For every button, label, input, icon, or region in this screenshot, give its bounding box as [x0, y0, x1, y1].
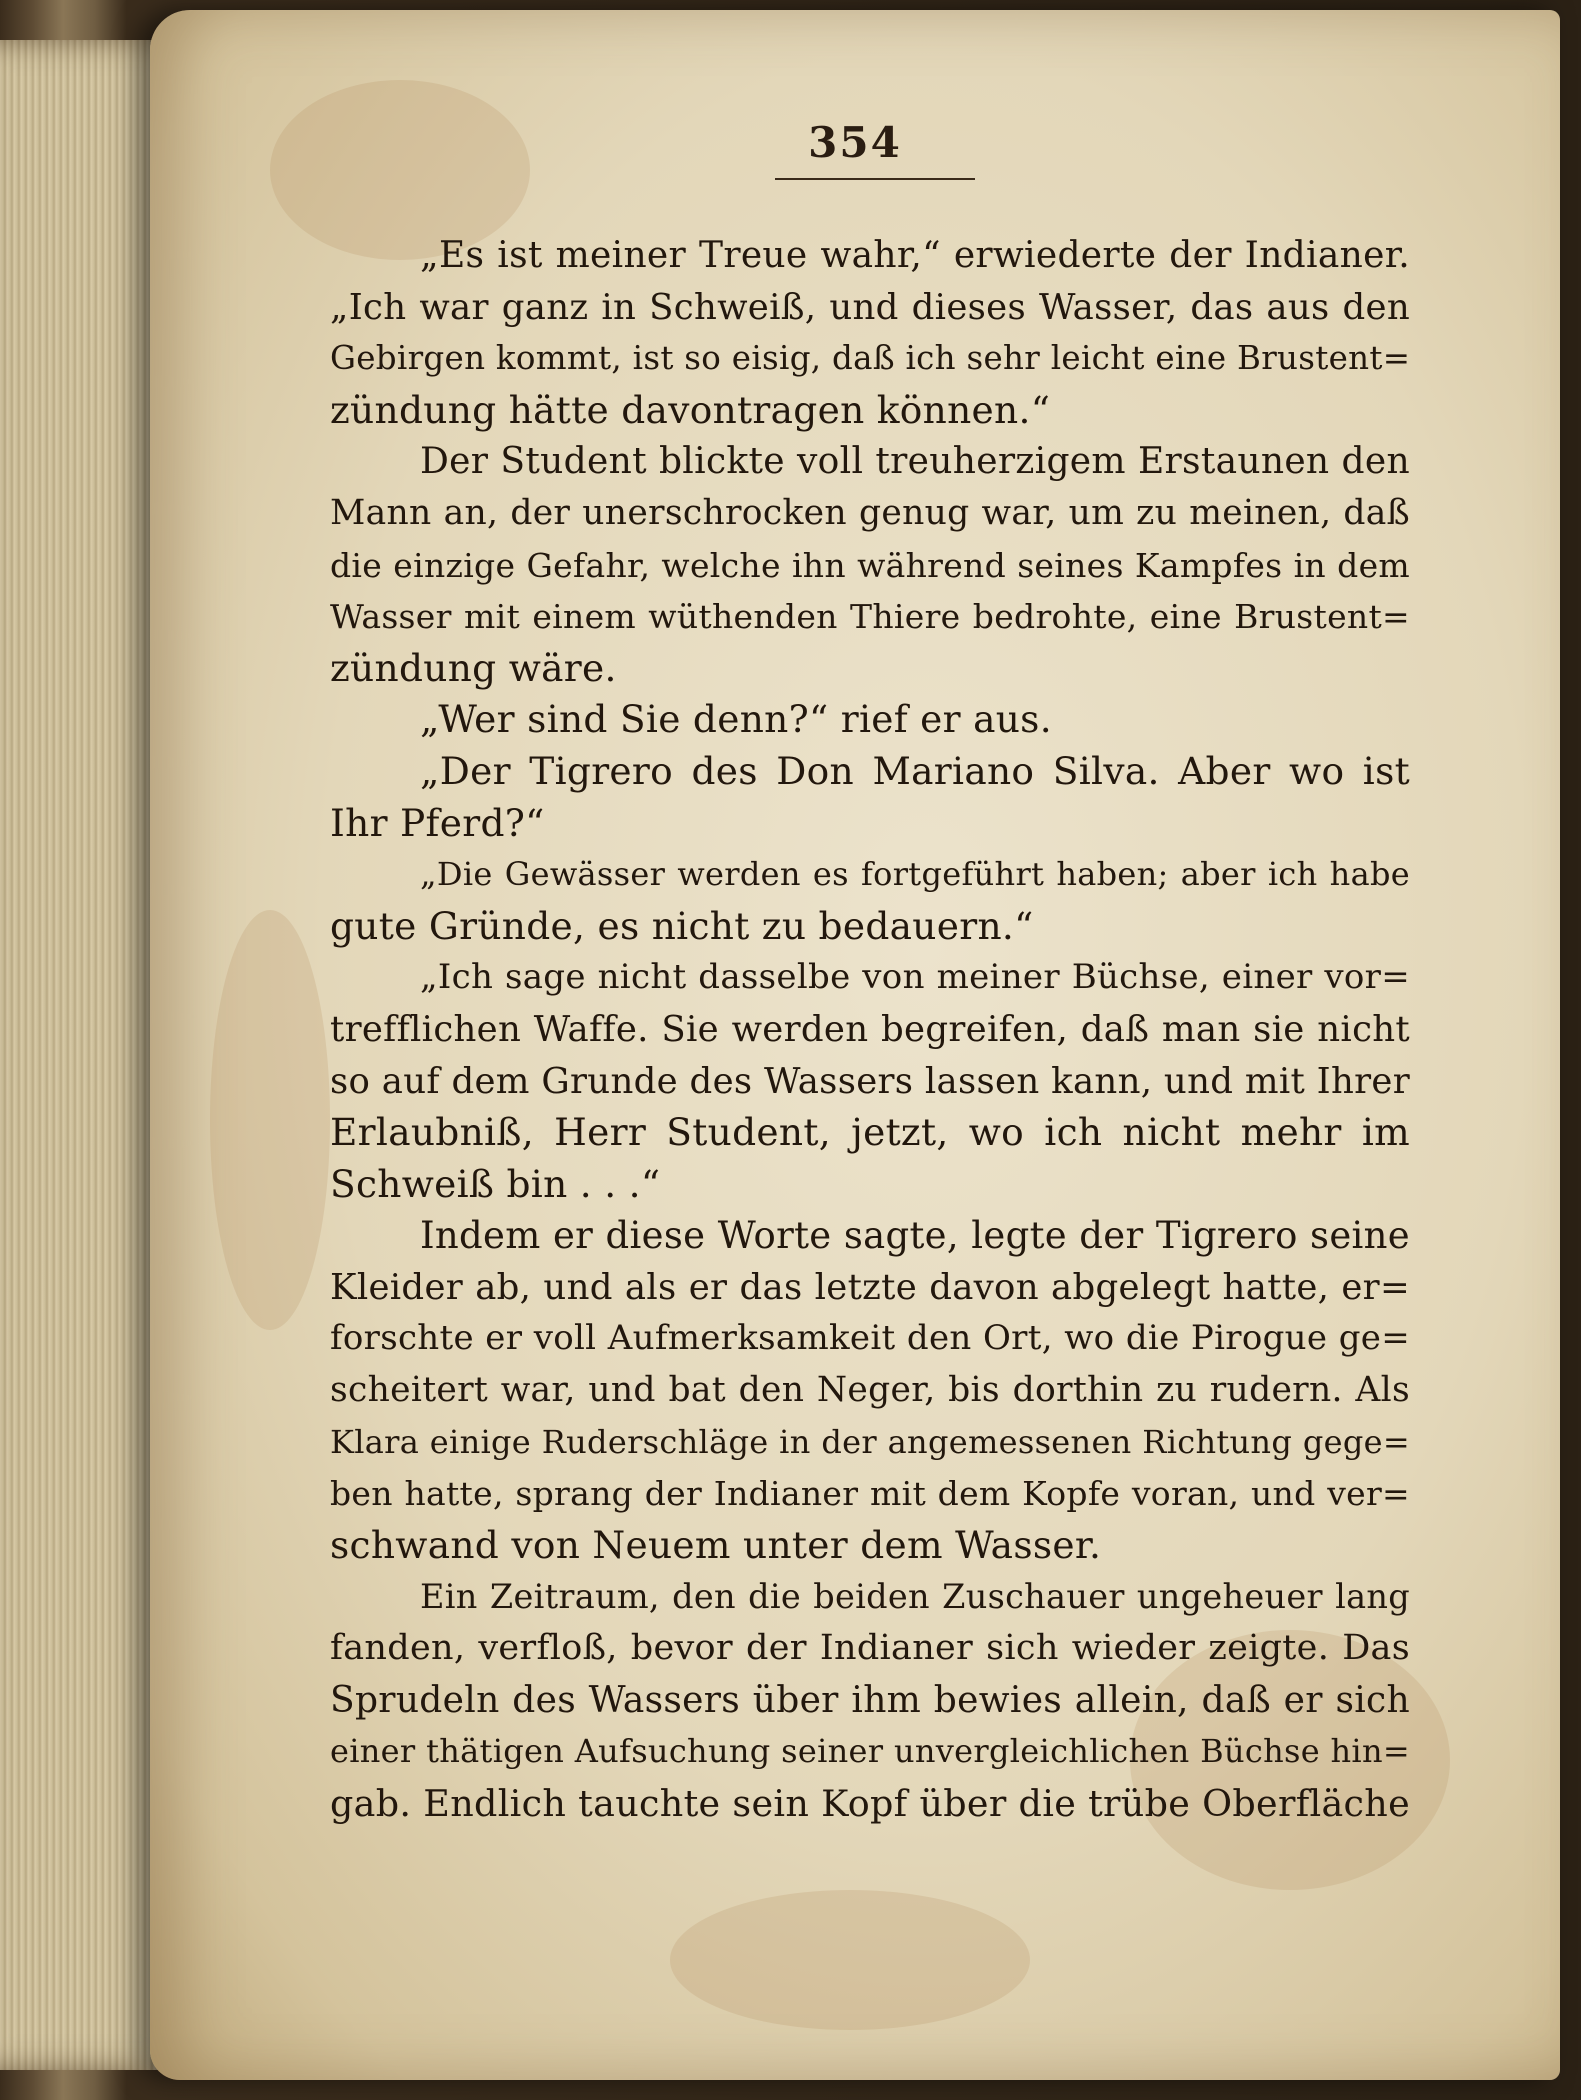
text-line: Gebirgen kommt, ist so eisig, daß ich sehr leicht eine Brustent=	[330, 339, 1411, 378]
text-line: „Die Gewässer werden es fortgeführt haben; aber ich habe	[420, 855, 1410, 894]
text-line: Sprudeln des Wassers über ihm bewies allein, daß er sich	[330, 1679, 1410, 1721]
text-line: scheitert war, und bat den Neger, bis dorthin zu rudern. Als	[330, 1370, 1410, 1411]
text-line: Der Student blickte voll treuherzigem Erstaunen den	[420, 441, 1410, 483]
text-line: zündung wäre.	[330, 645, 617, 690]
text-line: gute Gründe, es nicht zu bedauern.“	[330, 903, 1034, 948]
text-line: Ein Zeitraum, den die beiden Zuschauer ungeheuer lang	[420, 1577, 1410, 1617]
text-line: „Der Tigrero des Don Mariano Silva. Aber wo ist	[420, 748, 1410, 793]
text-line: die einzige Gefahr, welche ihn während seines Kampfes in dem	[330, 545, 1410, 585]
body-text	[330, 230, 1410, 1829]
text-line: so auf dem Grunde des Wassers lassen kann, und mit Ihrer	[330, 1060, 1410, 1102]
text-line: einer thätigen Aufsuchung seiner unvergleichlichen Büchse hin=	[330, 1732, 1410, 1771]
header-rule	[775, 178, 975, 180]
text-line: Schweiß bin . . .“	[330, 1161, 661, 1206]
text-line: Kleider ab, und als er das letzte davon abgelegt hatte, er=	[330, 1266, 1410, 1308]
text-line: schwand von Neuem unter dem Wasser.	[330, 1522, 1102, 1567]
text-line: „Wer sind Sie denn?“ rief er aus.	[420, 697, 1052, 742]
text-line: ben hatte, sprang der Indianer mit dem Kopfe voran, und ver=	[330, 1474, 1410, 1514]
text-line: Erlaubniß, Herr Student, jetzt, wo ich nicht mehr im	[330, 1110, 1410, 1155]
text-line: Ihr Pferd?“	[330, 800, 545, 845]
text-line: trefflichen Waffe. Sie werden begreifen, daß man sie nicht	[330, 1008, 1410, 1050]
text-line: gab. Endlich tauchte sein Kopf über die trübe Oberfläche	[330, 1781, 1410, 1825]
text-line: zündung hätte davontragen können.“	[330, 387, 1051, 432]
page-number: 354	[808, 118, 902, 167]
text-line: forschte er voll Aufmerksamkeit den Ort, wo die Pirogue ge=	[330, 1318, 1410, 1359]
text-line: Mann an, der unerschrocken genug war, um zu meinen, daß	[330, 492, 1410, 533]
text-line: fanden, verfloß, bevor der Indianer sich wieder zeigte. Das	[330, 1628, 1410, 1669]
text-line: Klara einige Ruderschläge in der angemessenen Richtung gege=	[330, 1422, 1410, 1461]
text-line: Indem er diese Worte sagte, legte der Tigrero seine	[420, 1214, 1410, 1258]
paper-stain	[210, 910, 330, 1330]
text-line: „Ich sage nicht dasselbe von meiner Büchse, einer vor=	[420, 957, 1410, 998]
paper-stain	[670, 1890, 1030, 2030]
text-line: „Ich war ganz in Schweiß, und dieses Wasser, das aus den	[330, 286, 1410, 328]
text-line: „Es ist meiner Treue wahr,“ erwiederte der Indianer.	[420, 235, 1410, 276]
text-line: Wasser mit einem wüthenden Thiere bedrohte, eine Brustent=	[330, 597, 1410, 637]
